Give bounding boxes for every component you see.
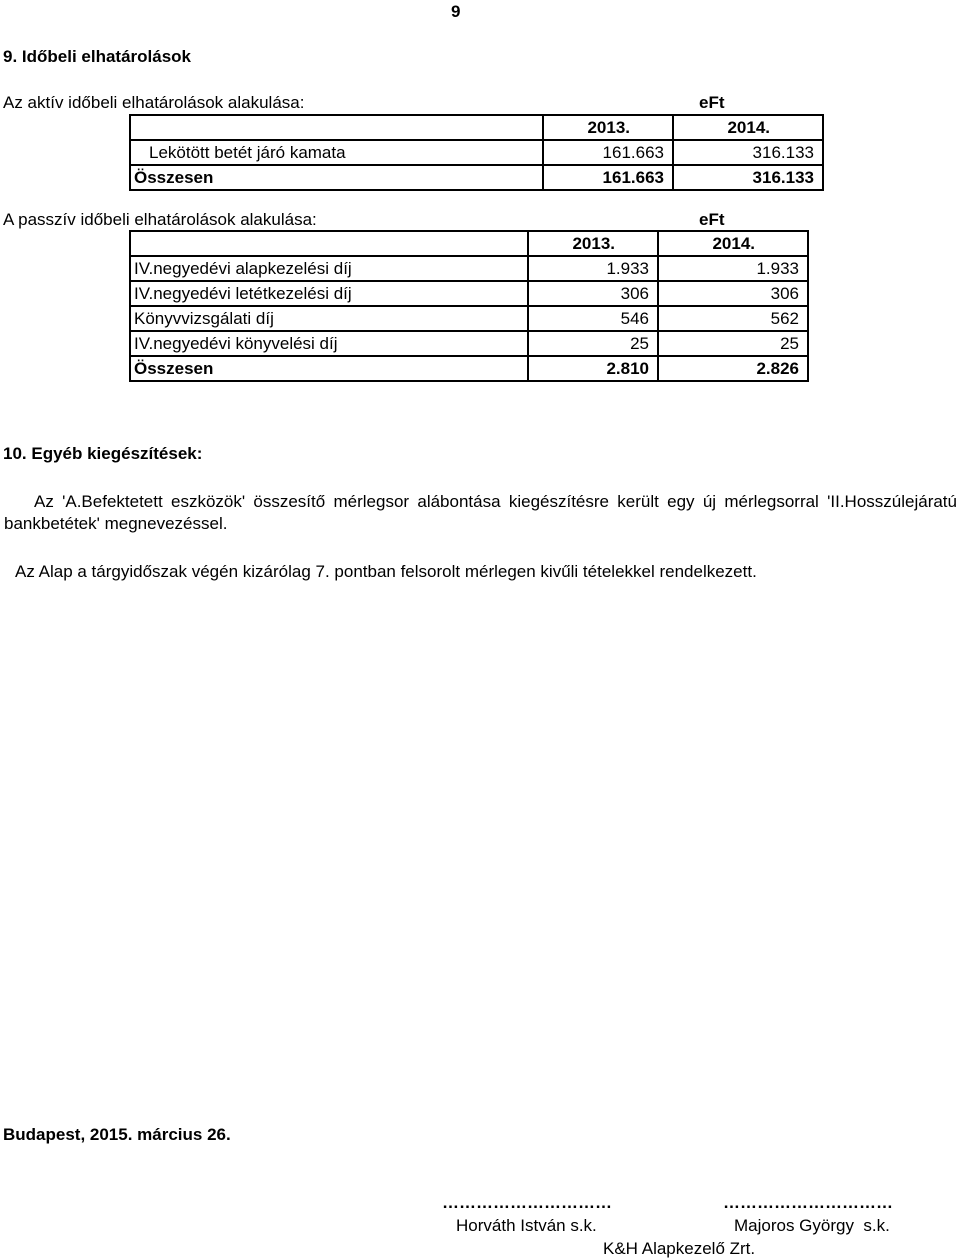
passive-unit-label: eFt: [699, 210, 725, 229]
supplement-paragraph-2: Az Alap a tárgyidőszak végén kizárólag 7. pontban felsorolt mérlegen kivűli tételekkel rendelkezett.: [15, 562, 757, 581]
year-2014-header: 2014.: [658, 231, 808, 256]
total-label: Összesen: [130, 165, 543, 190]
value-2014: 316.133: [673, 140, 823, 165]
table-row: [130, 306, 808, 331]
value-2014: 562: [658, 306, 808, 331]
passive-accruals-table: [129, 230, 809, 382]
table-row: [130, 256, 808, 281]
total-row: [130, 165, 823, 190]
active-unit-label: eFt: [699, 93, 725, 112]
value-2013: 161.663: [543, 140, 673, 165]
total-2013: 2.810: [528, 356, 658, 381]
header-label-cell: [130, 115, 543, 140]
signature-line-2: …………………………: [723, 1193, 893, 1212]
active-accruals-intro: Az aktív időbeli elhatárolások alakulása:: [3, 93, 305, 112]
total-2014: 316.133: [673, 165, 823, 190]
total-label: Összesen: [130, 356, 528, 381]
active-accruals-table: [129, 114, 824, 191]
value-2013: 306: [528, 281, 658, 306]
table-row: [130, 281, 808, 306]
row-label: Könyvvizsgálati díj: [130, 306, 528, 331]
row-label: IV.negyedévi letétkezelési díj: [130, 281, 528, 306]
value-2013: 25: [528, 331, 658, 356]
signer-name-1: Horváth István s.k.: [456, 1216, 597, 1235]
table-row: [130, 140, 823, 165]
header-label-cell: [130, 231, 528, 256]
row-label: Lekötött betét járó kamata: [130, 140, 543, 165]
table-row: [130, 331, 808, 356]
total-2013: 161.663: [543, 165, 673, 190]
passive-accruals-intro: A passzív időbeli elhatárolások alakulása:: [3, 210, 317, 229]
company-name: K&H Alapkezelő Zrt.: [603, 1239, 756, 1258]
value-2014: 25: [658, 331, 808, 356]
value-2013: 1.933: [528, 256, 658, 281]
year-2014-header: 2014.: [673, 115, 823, 140]
year-2013-header: 2013.: [543, 115, 673, 140]
table-header-row: [130, 231, 808, 256]
value-2014: 306: [658, 281, 808, 306]
page-number: 9: [451, 2, 461, 21]
row-label: IV.negyedévi alapkezelési díj: [130, 256, 528, 281]
value-2013: 546: [528, 306, 658, 331]
section-10-heading: 10. Egyéb kiegészítések:: [3, 444, 203, 463]
year-2013-header: 2013.: [528, 231, 658, 256]
supplement-paragraph-1: [4, 491, 957, 535]
signer-name-2: Majoros György s.k.: [734, 1216, 890, 1235]
row-label: IV.negyedévi könyvelési díj: [130, 331, 528, 356]
place-date: Budapest, 2015. március 26.: [3, 1125, 231, 1144]
section-9-heading: 9. Időbeli elhatárolások: [3, 47, 192, 66]
value-2014: 1.933: [658, 256, 808, 281]
total-row: [130, 356, 808, 381]
total-2014: 2.826: [658, 356, 808, 381]
supplement-paragraph-1-text: Az 'A.Befektetett eszközök' összesítő mérlegsor alábontása kiegészítésre került egy új mérlegsorral 'II.Hosszúlejáratú bankbetétek' megnevezéssel.: [4, 492, 957, 533]
signature-line-1: …………………………: [442, 1193, 612, 1212]
table-header-row: [130, 115, 823, 140]
